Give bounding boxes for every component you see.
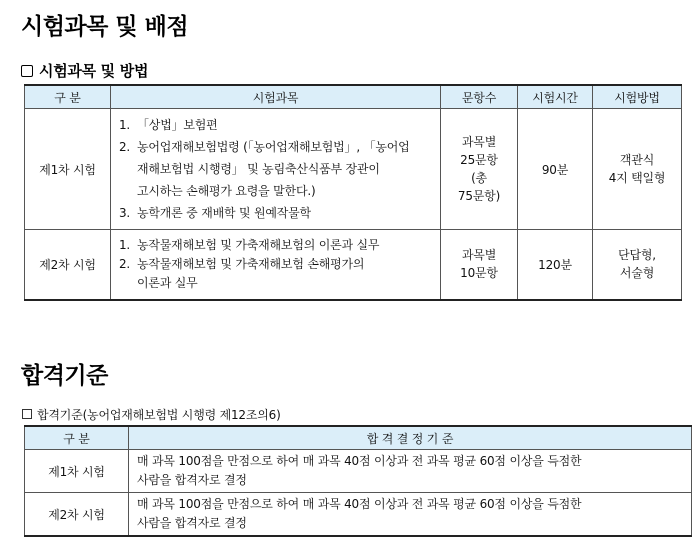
header-criteria: 합 격 결 정 기 준: [129, 426, 692, 450]
question-count-cell: 과목별 25문항 (총 75문항): [441, 109, 518, 230]
list-item: 1. 「상법」보험편: [119, 118, 218, 132]
row-label: 제2차 시험: [25, 230, 111, 300]
subheading-label: 합격기준(농어업재해보험법 시행령 제12조의6): [37, 408, 281, 422]
section-title-pass-criteria: 합격기준: [21, 363, 108, 389]
table-row: [25, 450, 692, 493]
list-item: 1. 농작물재해보험 및 가축재해보험의 이론과 실무: [119, 237, 380, 252]
row-label: 제1차 시험: [25, 109, 111, 230]
exam-method-cell: 객관식 4지 택일형: [593, 109, 682, 230]
table-row: [25, 230, 682, 300]
subheading-pass-criteria: [22, 406, 281, 423]
table-header-row: [25, 85, 682, 109]
exam-subjects-table: [24, 84, 682, 301]
table-row: [25, 109, 682, 230]
criteria-cell: 매 과목 100점을 만점으로 하여 매 과목 40점 이상과 전 과목 평균 60점 이상을 득점한 사람을 합격자로 결정: [129, 493, 692, 537]
checkbox-square-icon: [21, 65, 33, 77]
criteria-cell: 매 과목 100점을 만점으로 하여 매 과목 40점 이상과 전 과목 평균 60점 이상을 득점한 사람을 합격자로 결정: [129, 450, 692, 493]
header-category: 구 분: [25, 85, 111, 109]
header-category: 구 분: [25, 426, 129, 450]
subjects-cell: [111, 230, 441, 300]
list-item: 2. 농작물재해보험 및 가축재해보험 손해평가의 이론과 실무: [119, 256, 365, 290]
subheading-label: 시험과목 및 방법: [39, 62, 149, 80]
header-subjects: 시험과목: [111, 85, 441, 109]
header-question-count: 문항수: [441, 85, 518, 109]
section-title-exam-subjects: 시험과목 및 배점: [21, 14, 189, 40]
header-exam-time: 시험시간: [518, 85, 593, 109]
checkbox-square-icon: [22, 409, 32, 419]
list-item: 3. 농학개론 중 재배학 및 원예작물학: [119, 206, 311, 220]
header-exam-method: 시험방법: [593, 85, 682, 109]
row-label: 제2차 시험: [25, 493, 129, 537]
pass-criteria-table: [24, 425, 692, 537]
exam-method-cell: 단답형, 서술형: [593, 230, 682, 300]
table-header-row: [25, 426, 692, 450]
list-item: 2. 농어업재해보험법령 (「농어업재해보험법」, 「농어업 재해보험법 시행령」 및 농림축산식품부 장관이 고시하는 손해평가 요령을 말한다.): [119, 140, 410, 198]
subjects-cell: [111, 109, 441, 230]
row-label: 제1차 시험: [25, 450, 129, 493]
table-row: [25, 493, 692, 537]
exam-time-cell: 90분: [518, 109, 593, 230]
question-count-cell: 과목별 10문항: [441, 230, 518, 300]
exam-time-cell: 120분: [518, 230, 593, 300]
subheading-exam-subjects: [21, 60, 148, 81]
